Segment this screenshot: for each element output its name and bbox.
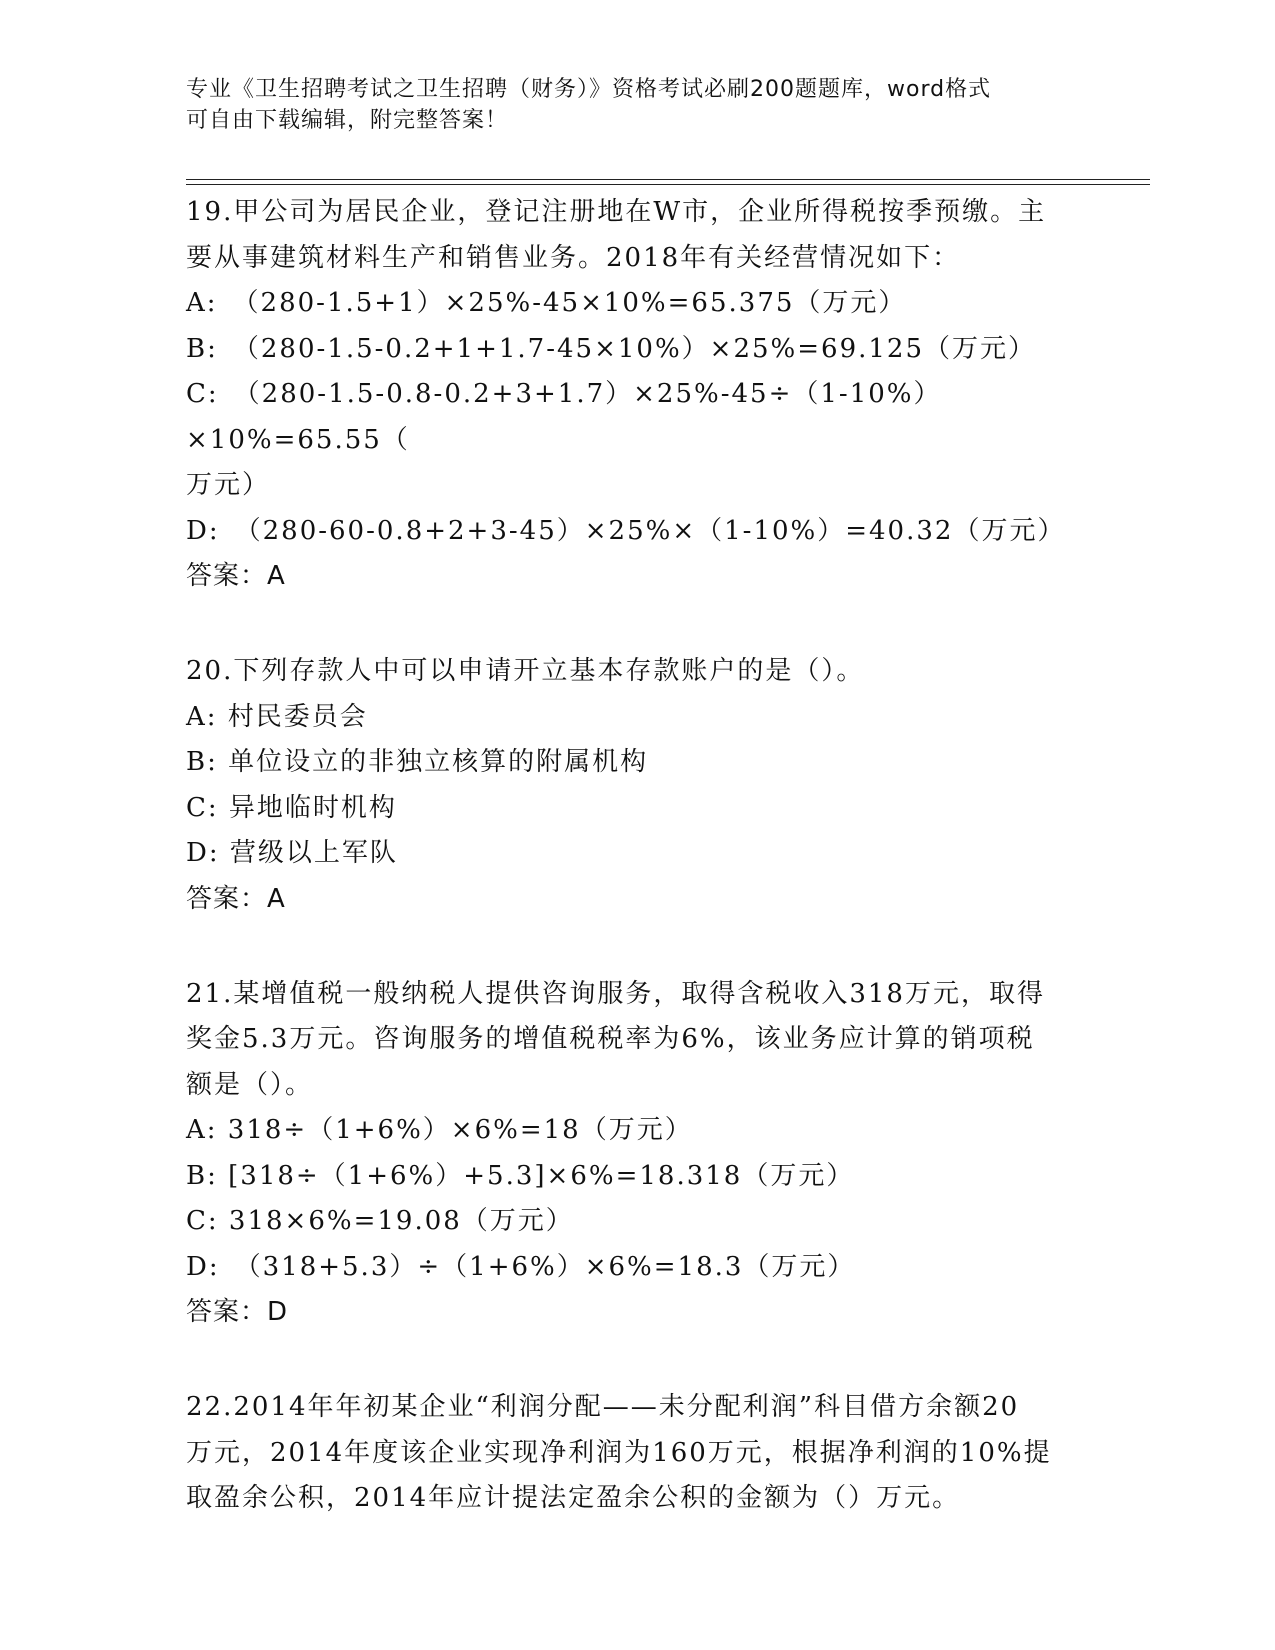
- question-20: [186, 649, 1066, 922]
- option-c: C: 异地临时机构: [186, 792, 397, 823]
- question-list: [186, 190, 1066, 1572]
- question-22: [186, 1385, 1066, 1522]
- header-divider-top: [186, 179, 1150, 180]
- header-divider-bottom: [186, 184, 1150, 185]
- question-stem-line: 奖金5.3万元。咨询服务的增值税税率为6%，该业务应计算的销项税: [186, 1024, 1035, 1054]
- question-21: [186, 972, 1066, 1336]
- question-stem-line: 取盈余公积，2014年应计提法定盈余公积的金额为（）万元。: [186, 1483, 961, 1513]
- option-b: B: （280-1.5-0.2+1+1.7-45×10%）×25%=69.125（万元）: [186, 333, 1036, 364]
- option-c-continued: 万元）: [186, 470, 271, 500]
- question-stem-line: 20.下列存款人中可以申请开立基本存款账户的是（）。: [186, 656, 865, 686]
- answer-label: 答案：D: [186, 1297, 289, 1327]
- option-a: A: （280-1.5+1）×25%-45×10%=65.375（万元）: [186, 288, 907, 318]
- option-b: B: [318÷（1+6%）+5.3]×6%=18.318（万元）: [186, 1160, 855, 1191]
- question-stem-line: 额是（）。: [186, 1069, 314, 1100]
- option-a: A: 村民委员会: [186, 701, 368, 732]
- question-stem-line: 21.某增值税一般纳税人提供咨询服务，取得含税收入318万元，取得: [186, 978, 1045, 1009]
- option-a: A: 318÷（1+6%）×6%=18（万元）: [186, 1115, 693, 1145]
- answer-label: 答案：A: [186, 561, 286, 591]
- option-c: C: 318×6%=19.08（万元）: [186, 1206, 574, 1236]
- question-19: [186, 190, 1066, 599]
- answer-label: 答案：A: [186, 883, 286, 914]
- question-stem-line: 22.2014年年初某企业“利润分配——未分配利润”科目借方余额20: [186, 1392, 1020, 1422]
- option-d: D: 营级以上军队: [186, 838, 398, 868]
- option-d: D: （318+5.3）÷（1+6%）×6%=18.3（万元）: [186, 1251, 856, 1282]
- option-b: B: 单位设立的非独立核算的附属机构: [186, 747, 649, 777]
- question-stem-line: 万元，2014年度该企业实现净利润为160万元，根据净利润的10%提: [186, 1437, 1052, 1468]
- option-d: D: （280-60-0.8+2+3-45）×25%×（1-10%）=40.32（万元）: [186, 515, 1066, 546]
- question-stem-line: 要从事建筑材料生产和销售业务。2018年有关经营情况如下：: [186, 242, 961, 273]
- question-stem-line: 19.甲公司为居民企业，登记注册地在W市，企业所得税按季预缴。主: [186, 197, 1047, 227]
- option-c: C: （280-1.5-0.8-0.2+3+1.7）×25%-45÷（1-10%）×10%=65.55（: [186, 379, 942, 455]
- header-line-1: 专业《卫生招聘考试之卫生招聘（财务）》资格考试必刷200题题库，word格式: [186, 77, 992, 102]
- document-header: [186, 74, 1066, 136]
- header-line-2: 可自由下载编辑，附完整答案！: [186, 108, 509, 133]
